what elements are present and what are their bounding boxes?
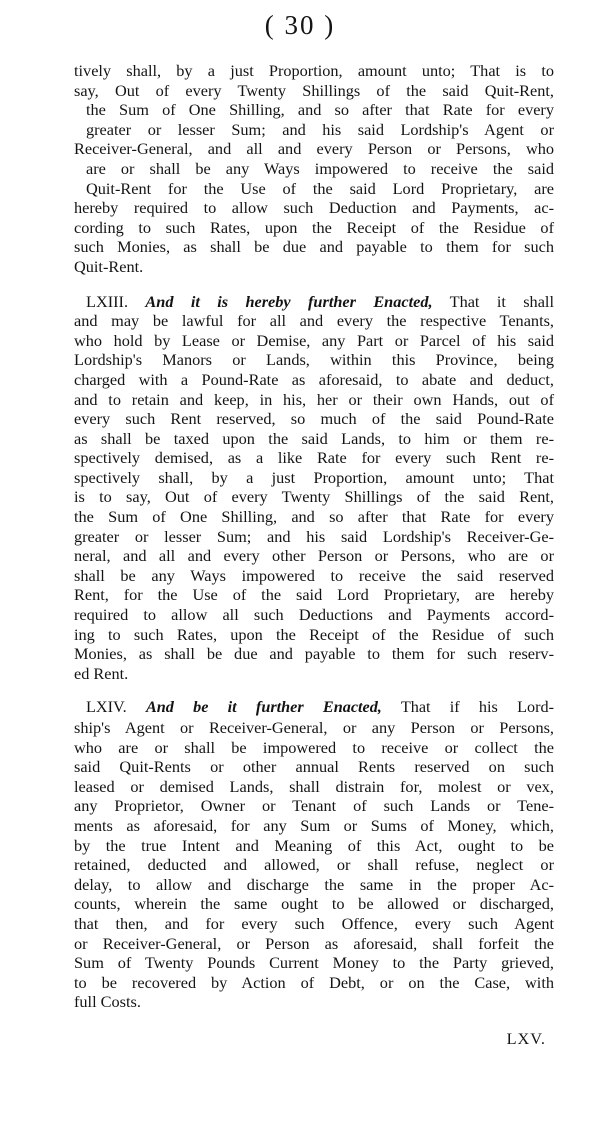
- section-heading-line: [74, 698, 554, 718]
- text-fragment: That if his Lord-: [400, 698, 554, 717]
- text-line: tively shall, by a just Proportion, amount unto; That is to: [74, 61, 554, 80]
- text-line: cording to such Rates, upon the Receipt of the Residue of: [74, 217, 554, 237]
- text-line: such Monies, as shall be due and payable to them for such: [74, 237, 554, 257]
- text-line: ed Rent.: [74, 663, 129, 683]
- text-line: delay, to allow and discharge the same in the proper Ac-: [74, 874, 554, 894]
- enacting-clause: And it is hereby further Enacted,: [145, 291, 433, 311]
- paragraph-continuation: [74, 61, 554, 277]
- text-line: Sum of Twenty Pounds Current Money to the Party grieved,: [74, 953, 554, 973]
- page-number: ( 30 ): [264, 10, 336, 40]
- text-fragment: That it shall: [449, 291, 554, 311]
- text-line: or Receiver-General, or Person as aforesaid, shall forfeit the: [74, 933, 554, 953]
- text-line: Lordship's Manors or Lands, within this Province, being: [74, 350, 554, 370]
- text-line: are or shall be any Ways impowered to receive the said: [86, 158, 554, 178]
- text-line: hereby required to allow such Deduction and Payments, ac-: [74, 198, 554, 218]
- section-63: [74, 292, 554, 684]
- text-line: spectively shall, by a just Proportion, amount unto; That: [74, 467, 554, 487]
- text-line: retained, deducted and allowed, or shall refuse, neglect or: [74, 855, 554, 875]
- text-line: Monies, as shall be due and payable to them for such reserv-: [74, 644, 554, 664]
- text-line: any Proprietor, Owner or Tenant of such Lands or Tene-: [74, 796, 554, 816]
- text-line: who are or shall be impowered to receive or collect the: [74, 737, 554, 757]
- section-heading-line: [74, 292, 554, 312]
- text-line: greater or lesser Sum; and his said Lordship's Receiver-Ge-: [74, 526, 554, 546]
- text-line: greater or lesser Sum; and his said Lordship's Agent or: [86, 119, 554, 139]
- text-line: is to say, Out of every Twenty Shillings of the said Rent,: [74, 487, 554, 507]
- text-line: and to retain and keep, in his, her or their own Hands, out of: [74, 389, 554, 409]
- text-line: ments as aforesaid, for any Sum or Sums of Money, which,: [74, 815, 554, 835]
- section-64: [74, 698, 554, 1012]
- text-line: charged with a Pound-Rate as aforesaid, to abate and deduct,: [74, 369, 554, 389]
- section-number: LXIV.: [86, 698, 127, 717]
- text-line: counts, wherein the same ought to be allowed or discharged,: [74, 894, 554, 914]
- section-number: LXIII.: [86, 291, 129, 311]
- text-line: ship's Agent or Receiver-General, or any Person or Persons,: [74, 718, 554, 737]
- text-line: say, Out of every Twenty Shillings of the said Quit-Rent,: [74, 80, 554, 100]
- text-line: Rent, for the Use of the said Lord Proprietary, are hereby: [74, 585, 554, 605]
- text-line: ing to such Rates, upon the Receipt of the Residue of such: [74, 624, 554, 644]
- text-line: the Sum of One Shilling, and so after that Rate for every: [74, 507, 554, 527]
- text-line: required to allow all such Deductions and Payments accord-: [74, 605, 554, 625]
- body-text: [74, 61, 554, 1012]
- text-line: Quit-Rent.: [74, 256, 144, 276]
- text-line: every such Rent reserved, so much of the said Pound-Rate: [74, 409, 554, 429]
- text-line: who hold by Lease or Demise, any Part or Parcel of his said: [74, 330, 554, 350]
- text-line: said Quit-Rents or other annual Rents reserved on such: [74, 757, 554, 777]
- catchword: LXV.: [506, 1029, 546, 1048]
- text-line: neral, and all and every other Person or Persons, who are or: [74, 546, 554, 566]
- text-line: that then, and for every such Offence, every such Agent: [74, 913, 554, 933]
- text-line: the Sum of One Shilling, and so after that Rate for every: [86, 100, 554, 120]
- text-line: by the true Intent and Meaning of this Act, ought to be: [74, 835, 554, 855]
- text-line: full Costs.: [74, 992, 141, 1012]
- enacting-clause: And be it further Enacted,: [145, 698, 382, 717]
- text-line: spectively demised, as a like Rate for every such Rent re-: [74, 448, 554, 468]
- text-line: shall be any Ways impowered to receive the said reserved: [74, 565, 554, 585]
- text-line: to be recovered by Action of Debt, or on the Case, with: [74, 972, 554, 992]
- text-line: leased or demised Lands, shall distrain for, molest or vex,: [74, 776, 554, 796]
- text-line: Receiver-General, and all and every Person or Persons, who: [74, 139, 554, 159]
- text-line: as shall be taxed upon the said Lands, to him or them re-: [74, 428, 554, 448]
- text-line: Quit-Rent for the Use of the said Lord Proprietary, are: [86, 178, 554, 198]
- text-line: and may be lawful for all and every the respective Tenants,: [74, 311, 554, 331]
